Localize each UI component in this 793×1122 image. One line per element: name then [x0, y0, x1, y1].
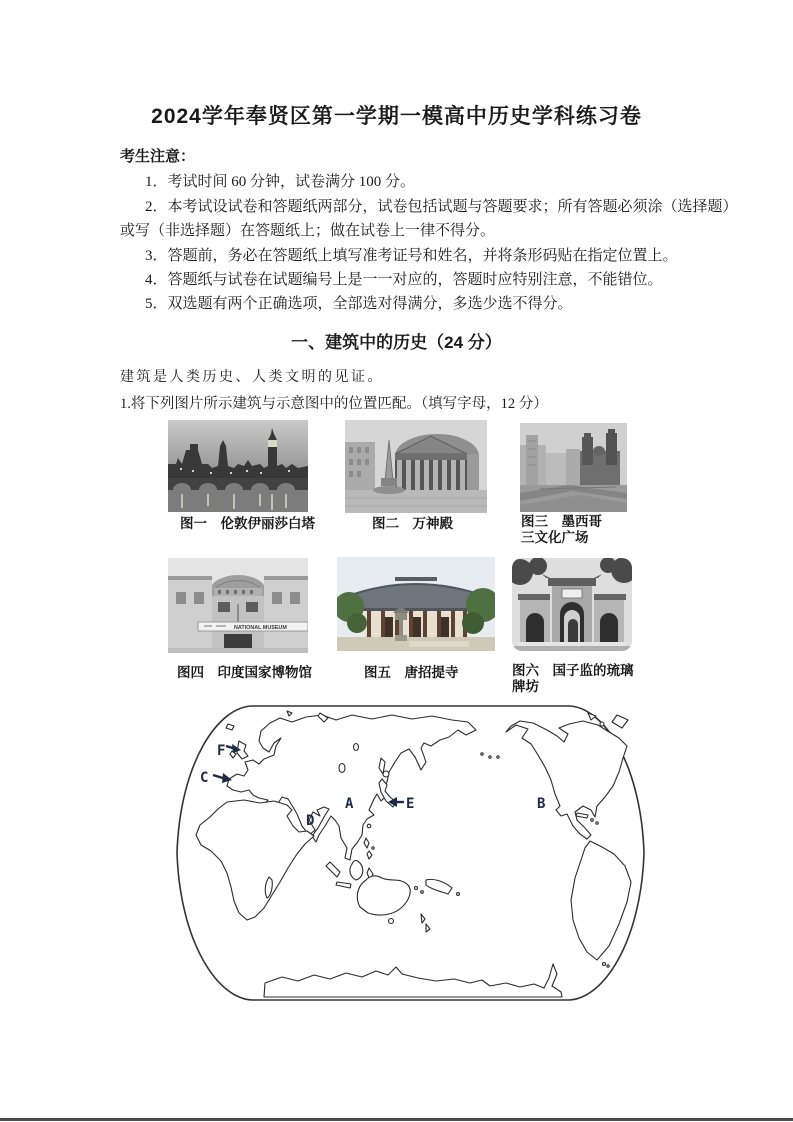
photo-tres-culturas [520, 423, 627, 512]
page-bottom-rule [0, 1118, 793, 1121]
section1-intro: 建筑是人类历史、人类文明的见证。 [120, 370, 384, 385]
photo-elizabeth-tower [168, 420, 308, 512]
map-label-F: F [217, 743, 226, 759]
figure1-caption: 图一 伦敦伊丽莎白塔 [180, 516, 315, 531]
photo-pantheon [345, 420, 487, 513]
world-map [170, 702, 648, 1004]
notice-heading: 考生注意： [120, 148, 196, 165]
notice-line: 1．考试时间 60 分钟，试卷满分 100 分。 [145, 174, 416, 190]
photo-guozijian-archway [512, 558, 632, 651]
map-label-A: A [345, 796, 354, 812]
tres-culturas-image [520, 423, 627, 512]
figure6-caption: 图六 国子监的琉璃 [512, 663, 634, 678]
notice-line: 或写（非选择题）在答题纸上；做在试卷上一律不得分。 [120, 223, 496, 239]
map-label-B: B [537, 796, 546, 812]
figure6-caption-line2: 牌坊 [512, 679, 539, 694]
page-title: 2024学年奉贤区第一学期一模高中历史学科练习卷 [151, 105, 642, 128]
notice-line: 4．答题纸与试卷在试题编号上是一一对应的，答题时应特别注意，不能错位。 [145, 272, 663, 288]
figure5-caption: 图五 唐招提寺 [364, 665, 459, 680]
notice-line: 2．本考试设试卷和答题纸两部分，试卷包括试题与答题要求；所有答题必须涂（选择题） [145, 199, 738, 215]
photo-toshodaiji [337, 557, 495, 651]
figure2-caption: 图二 万神殿 [372, 516, 453, 531]
question1-text: 1.将下列图片所示建筑与示意图中的位置匹配。（填写字母，12 分） [120, 396, 548, 412]
map-label-C: C [200, 770, 209, 786]
world-map-image [170, 702, 648, 1004]
museum-sign-text: NATIONAL MUSEUM [234, 625, 287, 631]
pantheon-image [345, 420, 487, 513]
elizabeth-tower-image [168, 420, 308, 512]
notice-line: 3．答题前，务必在答题纸上填写准考证号和姓名，并将条形码贴在指定位置上。 [145, 248, 678, 264]
national-museum-image [168, 558, 308, 653]
photo-national-museum [168, 558, 308, 653]
toshodaiji-image [337, 557, 495, 651]
figure4-caption: 图四 印度国家博物馆 [177, 665, 312, 680]
figure3-caption: 图三 墨西哥 [521, 514, 602, 529]
map-label-E: E [406, 796, 415, 812]
figure3-caption-line2: 三文化广场 [521, 530, 589, 545]
guozijian-archway-image [512, 558, 632, 651]
map-label-D: D [306, 813, 315, 829]
notice-line: 5．双选题有两个正确选项，全部选对得满分，多选少选不得分。 [145, 296, 573, 312]
section1-heading: 一、建筑中的历史（24 分） [291, 333, 502, 352]
